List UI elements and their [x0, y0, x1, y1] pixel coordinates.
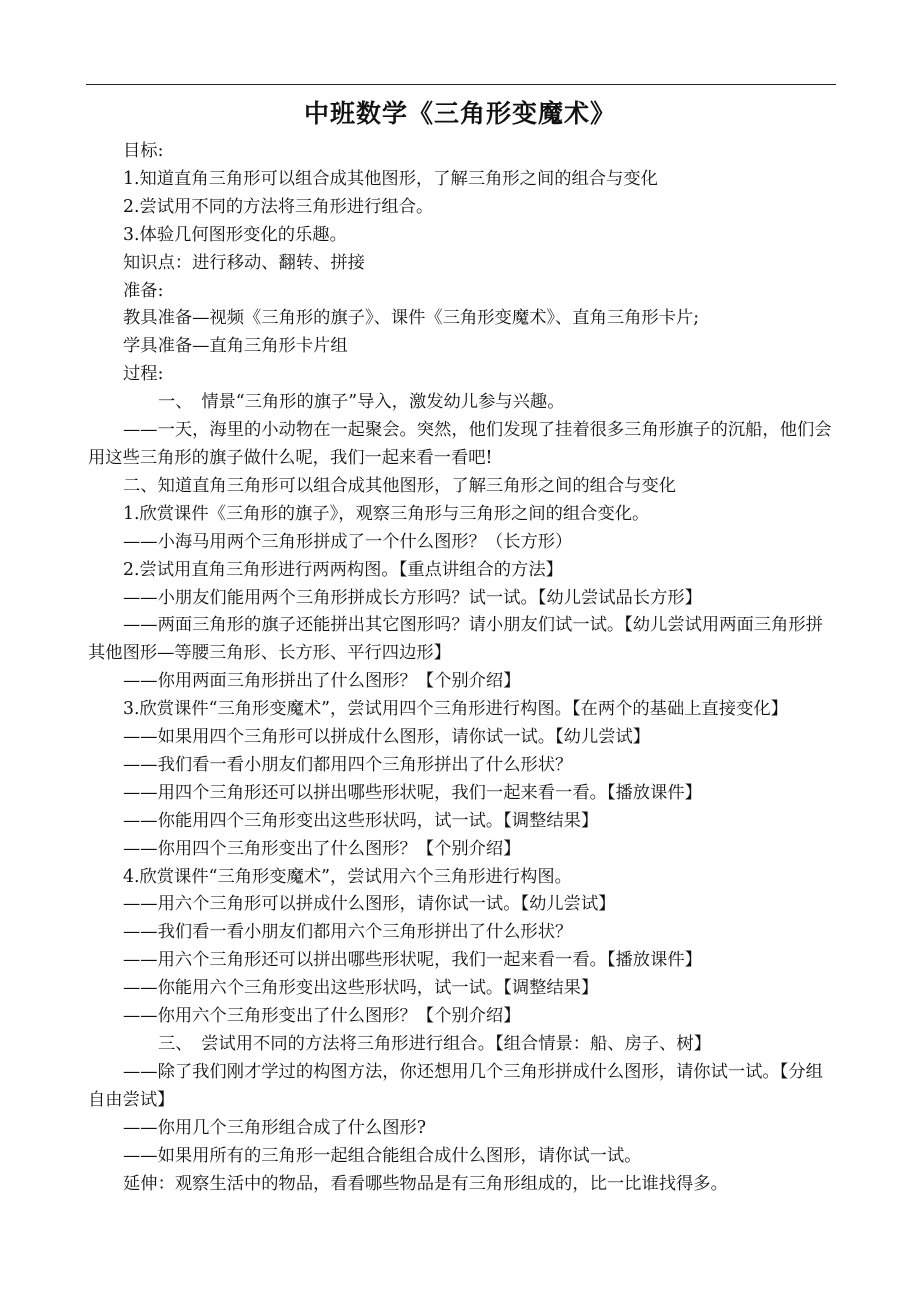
paragraph: ——如果用所有的三角形一起组合能组合成什么图形，请你试一试。	[123, 1145, 642, 1166]
paragraph: 三、 尝试用不同的方法将三角形进行组合。【组合情景：船、房子、树】	[158, 1034, 711, 1054]
paragraph: ——用四个三角形还可以拼出哪些形状呢，我们一起来看一看。【播放课件】	[123, 782, 702, 803]
paragraph: ——你用几个三角形组合成了什么图形?	[123, 1117, 427, 1138]
lesson-body	[88, 138, 840, 1198]
paragraph: 4.欣赏课件“三角形变魔术”，尝试用六个三角形进行构图。	[123, 866, 572, 887]
paragraph: ——你用六个三角形变出了什么图形？【个别介绍】	[123, 1006, 521, 1027]
paragraph: ——你能用六个三角形变出这些形状吗，试一试。【调整结果】	[123, 978, 599, 999]
paragraph: ——我们看一看小朋友们都用六个三角形拼出了什么形状？	[123, 922, 573, 943]
paragraph: 学具准备—直角三角形卡片组	[123, 336, 348, 357]
paragraph: ——一天，海里的小动物在一起聚会。突然，他们发现了挂着很多三角形旗子的沉船，他们会用这些三角形的旗子做什么呢，我们一起来看一看吧!	[88, 420, 832, 468]
paragraph: ——用六个三角形可以拼成什么图形，请你试一试。【幼儿尝试】	[123, 894, 616, 915]
paragraph: ——你用两面三角形拼出了什么图形？【个别介绍】	[123, 671, 521, 692]
paragraph: 一、 情景“三角形的旗子”导入，激发幼儿参与兴趣。	[158, 392, 565, 413]
paragraph: 目标:	[123, 141, 164, 161]
paragraph: 二、知道直角三角形可以组合成其他图形，了解三角形之间的组合与变化	[123, 475, 677, 496]
paragraph: ——你能用四个三角形变出这些形状吗，试一试。【调整结果】	[123, 810, 599, 831]
paragraph: ——你用四个三角形变出了什么图形？【个别介绍】	[123, 838, 521, 859]
paragraph: 3.体验几何图形变化的乐趣。	[123, 224, 347, 245]
paragraph: 1.知道直角三角形可以组合成其他图形，了解三角形之间的组合与变化	[123, 168, 658, 189]
header-rule	[86, 84, 836, 85]
paragraph: ——如果用四个三角形可以拼成什么图形，请你试一试。【幼儿尝试】	[123, 727, 651, 748]
paragraph: 过程:	[123, 364, 164, 385]
paragraph: 延伸：观察生活中的物品，看看哪些物品是有三角形组成的，比一比谁找得多。	[123, 1173, 728, 1194]
paragraph: 3.欣赏课件“三角形变魔术”，尝试用四个三角形进行构图。【在两个的基础上直接变化】	[123, 699, 788, 720]
page-title: 中班数学《三角形变魔术》	[303, 99, 616, 128]
paragraph: 2.尝试用直角三角形进行两两构图。【重点讲组合的方法】	[123, 559, 563, 580]
paragraph: ——小朋友们能用两个三角形拼成长方形吗？试一试。【幼儿尝试品长方形】	[123, 587, 702, 608]
paragraph: 准备:	[123, 280, 164, 301]
paragraph: ——除了我们刚才学过的构图方法，你还想用几个三角形拼成什么图形，请你试一试。【分组自由尝试】	[88, 1061, 823, 1110]
paragraph: 教具准备—视频《三角形的旗子》、课件《三角形变魔术》、直角三角形卡片;	[123, 308, 700, 329]
paragraph: ——小海马用两个三角形拼成了一个什么图形？（长方形）	[123, 531, 573, 552]
paragraph: 1.欣赏课件《三角形的旗子》，观察三角形与三角形之间的组合变化。	[123, 503, 650, 524]
paragraph: 2.尝试用不同的方法将三角形进行组合。	[123, 196, 434, 217]
paragraph: ——两面三角形的旗子还能拼出其它图形吗？请小朋友们试一试。【幼儿尝试用两面三角形拼其他图形—等腰三角形、长方形、平行四边形】	[88, 615, 823, 664]
paragraph: 知识点：进行移动、翻转、拼接	[123, 252, 365, 273]
paragraph: ——用六个三角形还可以拼出哪些形状呢，我们一起来看一看。【播放课件】	[123, 950, 702, 971]
paragraph: ——我们看一看小朋友们都用四个三角形拼出了什么形状？	[123, 754, 573, 775]
